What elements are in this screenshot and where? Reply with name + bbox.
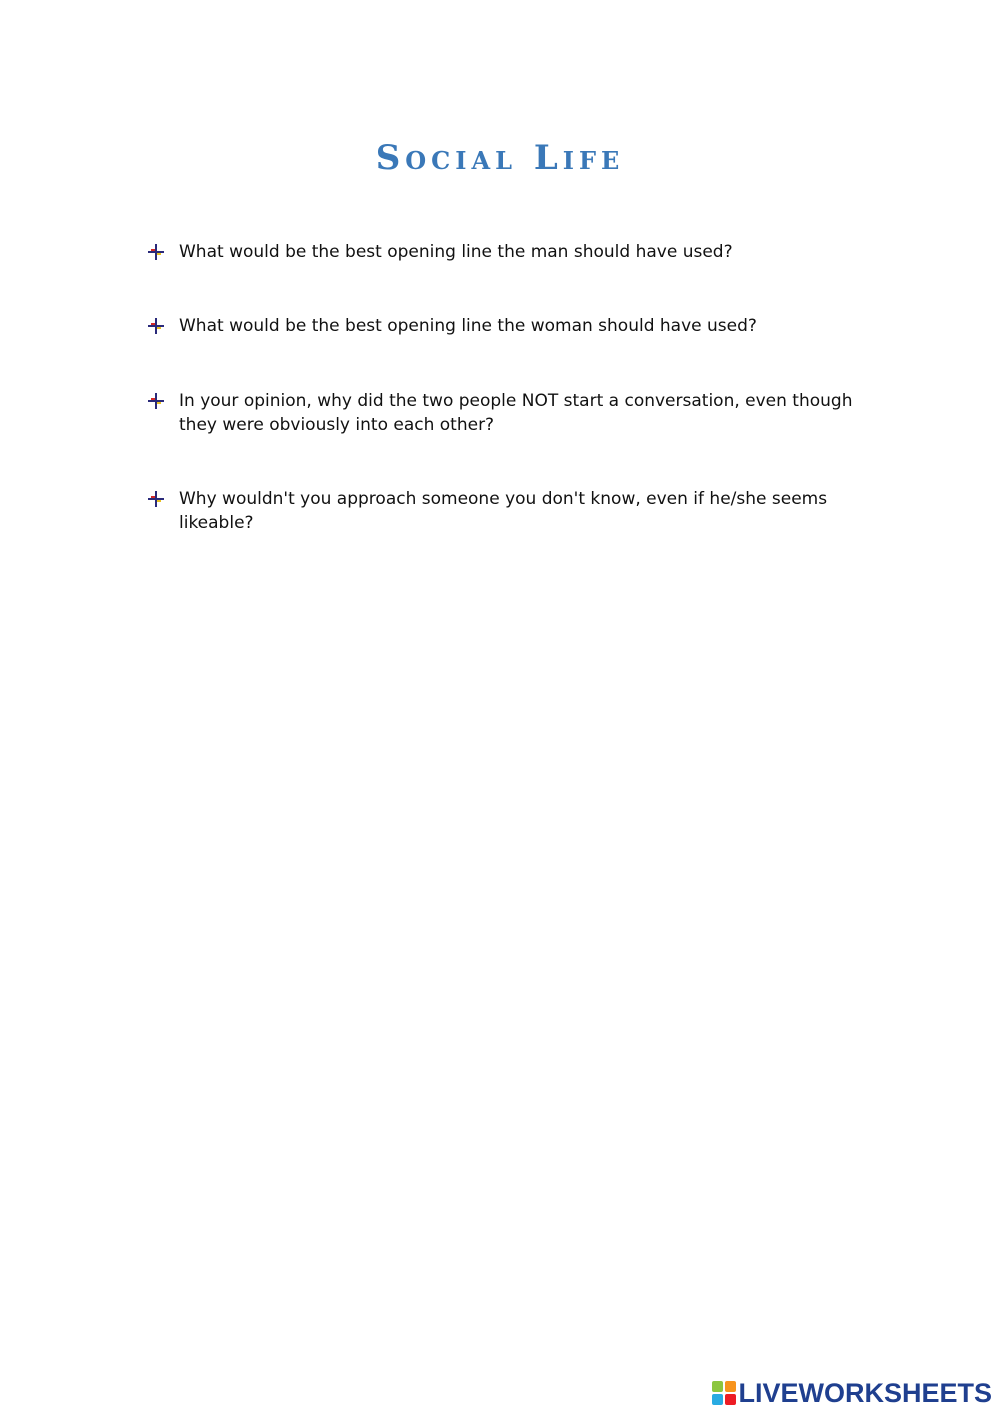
question-text: What would be the best opening line the man should have used? bbox=[179, 242, 733, 262]
question-item bbox=[148, 314, 878, 338]
question-item bbox=[148, 240, 878, 264]
question-text: Why wouldn't you approach someone you don't know, even if he/she seems likeable? bbox=[179, 489, 828, 533]
question-item bbox=[148, 389, 878, 437]
liveworksheets-logo-icon bbox=[712, 1381, 736, 1405]
question-list bbox=[148, 240, 878, 535]
liveworksheets-logo[interactable] bbox=[712, 1378, 992, 1408]
four-point-star-icon bbox=[148, 318, 164, 334]
logo-text: LIVEWORKSHEETS bbox=[738, 1378, 992, 1408]
question-text: What would be the best opening line the woman should have used? bbox=[179, 316, 757, 336]
four-point-star-icon bbox=[148, 393, 164, 409]
four-point-star-icon bbox=[148, 491, 164, 507]
four-point-star-icon bbox=[148, 244, 164, 260]
page-title: Social Life bbox=[375, 138, 625, 178]
question-item bbox=[148, 487, 878, 535]
question-text: In your opinion, why did the two people NOT start a conversation, even though they were obviously into each other? bbox=[179, 391, 853, 435]
